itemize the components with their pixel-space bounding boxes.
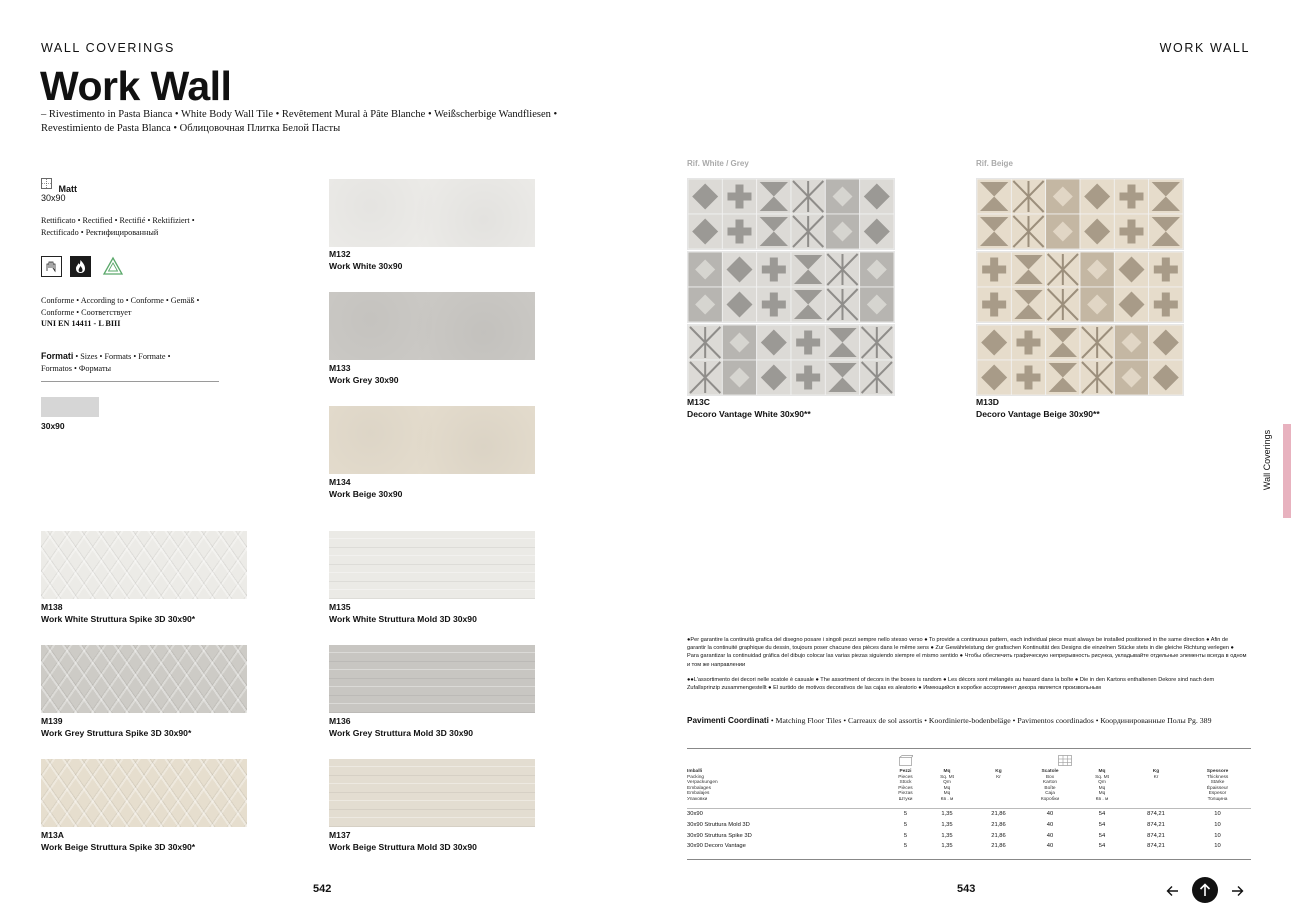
decor-caption	[687, 397, 811, 420]
collection-label: WORK WALL	[1159, 41, 1250, 55]
conforme-text	[41, 295, 199, 330]
table-header-row	[687, 769, 1251, 803]
product-name: Work Grey Struttura Mold 3D 30x90	[329, 727, 474, 738]
header-term: Коробки	[1040, 796, 1060, 802]
tile-swatch-m132	[329, 179, 535, 247]
arrow-right-icon[interactable]	[1229, 883, 1245, 899]
table-cell: 1,35	[941, 810, 953, 817]
table-cell: 5	[903, 832, 908, 839]
header-term: Pieces	[898, 774, 913, 780]
product-code: M139	[41, 716, 63, 726]
decor-pattern	[977, 325, 1183, 395]
decor-pattern	[688, 325, 894, 395]
decor-code: M13C	[687, 397, 710, 407]
header-term: Mq	[943, 785, 951, 791]
pallet-sqm-header	[1076, 769, 1128, 803]
table-cell: 10	[1214, 821, 1221, 828]
table-cell: 21,86	[991, 821, 1006, 828]
product-name: Work Beige Struttura Mold 3D 30x90	[329, 841, 477, 852]
product-caption	[329, 477, 402, 500]
header-term: Stück	[899, 780, 912, 786]
tile-swatch-m134	[329, 406, 535, 474]
product-caption	[329, 363, 399, 386]
header-term: Stärke	[1210, 780, 1225, 786]
header-term: Karton	[1042, 780, 1058, 786]
header-term: Mq	[943, 791, 951, 797]
header-term: Sq. Mt	[1095, 774, 1109, 780]
rectified-line: Rectificado • Ректифицированный	[41, 227, 159, 237]
formats-rest: • Sizes • Formats • Formate •	[73, 352, 171, 361]
table-cell: 5	[903, 843, 908, 850]
table-cell: 21,86	[991, 843, 1006, 850]
table-cell: 40	[1046, 821, 1054, 828]
product-code: M138	[41, 602, 63, 612]
decor-ref: Rif. White / Grey	[687, 159, 749, 168]
recycle-icon	[102, 256, 124, 282]
fire-cert-icon	[70, 256, 91, 282]
header-term: Толщина	[1207, 796, 1228, 802]
product-name: Work Grey Struttura Spike 3D 30x90*	[41, 727, 192, 738]
header-term: Sq. Mt	[940, 774, 954, 780]
header-term: Embalages	[687, 785, 711, 791]
table-cell: 21,86	[991, 810, 1006, 817]
table-cell: 30x90 Decoro Vantage	[687, 843, 746, 850]
table-cell: 54	[1098, 821, 1106, 828]
table-row	[687, 830, 1251, 841]
header-term: Pièces	[898, 785, 913, 791]
product-name: Work White 30x90	[329, 260, 403, 271]
boxes-header	[1024, 769, 1076, 803]
kg-header	[973, 769, 1024, 803]
table-cell: 5	[903, 810, 908, 817]
header-term: Imballi	[687, 769, 703, 774]
header-term: Кв . м	[940, 796, 954, 802]
page-number-left: 542	[313, 883, 332, 895]
table-bottom-rule	[687, 859, 1251, 860]
tile-swatch-m139	[41, 645, 247, 713]
decor-pattern	[688, 252, 894, 322]
header-term: Spessore	[1206, 769, 1229, 774]
arrow-up-icon[interactable]	[1192, 877, 1218, 903]
product-name: Work Grey 30x90	[329, 374, 399, 385]
header-term: Verpackungen	[687, 780, 718, 786]
table-row	[687, 841, 1251, 852]
floor-tiles-line	[687, 716, 1262, 725]
product-code: M135	[329, 602, 351, 612]
rectified-text	[41, 215, 195, 238]
hand-cert-icon	[41, 256, 62, 282]
decor-tile-beige-2	[976, 251, 1184, 323]
matt-finish-icon	[41, 178, 52, 189]
header-term: Kg	[1152, 769, 1160, 774]
table-cell: 54	[1098, 843, 1106, 850]
sqm-header	[921, 769, 973, 803]
header-term: Embalajes	[687, 791, 710, 797]
decor-ref: Rif. Beige	[976, 159, 1013, 168]
product-caption	[329, 830, 477, 853]
packing-table	[687, 769, 1251, 852]
header-term: Épaisseur	[1206, 785, 1229, 791]
formats-bold: Formati	[41, 351, 74, 361]
header-term: Mq	[943, 769, 951, 774]
tile-swatch-m135	[329, 531, 535, 599]
table-cell: 10	[1214, 832, 1221, 839]
formats-line: Formatos • Форматы	[41, 363, 112, 373]
header-term: Mq	[1098, 785, 1106, 791]
product-code: M132	[329, 249, 351, 259]
header-term: Packing	[687, 774, 705, 780]
table-cell: 40	[1046, 843, 1054, 850]
table-cell: 40	[1046, 810, 1054, 817]
product-name: Work Beige 30x90	[329, 488, 403, 499]
header-term: Mq	[1098, 791, 1106, 797]
header-term: Caja	[1045, 791, 1055, 797]
table-row	[687, 808, 1251, 819]
tile-swatch-m136	[329, 645, 535, 713]
subtitle-line: – Rivestimento in Pasta Bianca • White Body Wall Tile • Revêtement Mural à Pâte Blanche • Weißscherbige Wandfliesen •	[41, 109, 558, 120]
subtitle-line: Revestimiento de Pasta Blanca • Облицовочная Плитка Белой Пасты	[41, 123, 341, 134]
product-caption	[329, 716, 473, 739]
tile-swatch-m13a	[41, 759, 247, 827]
table-cell: 40	[1046, 832, 1054, 839]
table-cell: 30x90	[687, 810, 703, 817]
install-note: ●Per garantire la continuità grafica del disegno posare i singoli pezzi sempre nello stesso verso ● To provide a continuous pattern, each individual piece must always be installed positioned in the same direction ● Afin de garantir la continuité graphique du dessin, toujours poser chacune des pièces dans le même sens ● Zur Gewährleistung der grafischen Kontinuität des Designs die einzelnen Stücke stets in die gleiche Richtung verlegen ● Para garantizar la continuidad gráfica del dibujo colocar las varias piezas siguiendo siempre el mismo sentido ● Чтобы обеспечить графическую непрерывность рисунка, укладывайте отдельные элементы всегда в одном и том же направлении	[687, 637, 1247, 668]
header-term: Упаковки	[687, 796, 708, 802]
section-label: WALL COVERINGS	[41, 41, 175, 55]
pallet-kg-header	[1128, 769, 1184, 803]
table-cell: 10	[1214, 843, 1221, 850]
format-size: 30x90	[41, 421, 65, 431]
finish-label: Matt	[58, 184, 77, 194]
floor-tiles-rest: • Matching Floor Tiles • Carreaux de sol assortis • Koordinierte-bodenbeläge • Pavimentos coordinados • Координированные Полы Pg. 389	[768, 716, 1212, 725]
header-term: Штуки	[898, 796, 913, 802]
table-cell: 54	[1098, 832, 1106, 839]
conforme-line: Conforme • According to • Conforme • Gemäß •	[41, 296, 200, 305]
decor-name: Decoro Vantage White 30x90**	[687, 408, 811, 419]
header-term: Espesor	[1208, 791, 1227, 797]
table-cell: 21,86	[991, 832, 1006, 839]
tile-swatch-m137	[329, 759, 535, 827]
decor-code: M13D	[976, 397, 999, 407]
formats-heading	[41, 351, 170, 374]
header-term: Scatole	[1041, 769, 1059, 774]
header-term: Piezas	[898, 791, 913, 797]
packing-header-cell	[687, 769, 890, 803]
table-cell: 1,35	[941, 821, 953, 828]
table-cell: 874,21	[1147, 843, 1165, 850]
product-caption	[329, 602, 477, 625]
decor-pattern	[688, 179, 894, 249]
header-term: Kr	[1153, 774, 1159, 780]
decor-caption	[976, 397, 1100, 420]
product-caption	[41, 716, 191, 739]
table-cell: 874,21	[1147, 821, 1165, 828]
header-term: Kg	[995, 769, 1002, 774]
table-cell: 10	[1214, 810, 1221, 817]
product-code: M133	[329, 363, 351, 373]
table-cell: 874,21	[1147, 832, 1165, 839]
product-code: M136	[329, 716, 351, 726]
tile-swatch-m138	[41, 531, 247, 599]
spec-size: 30x90	[41, 193, 66, 203]
table-cell: 30x90 Struttura Mold 3D	[687, 821, 750, 828]
page-number-right: 543	[957, 883, 976, 895]
table-cell: 874,21	[1147, 810, 1165, 817]
header-term: Qm	[943, 780, 951, 786]
table-top-rule	[687, 748, 1251, 749]
thickness-header	[1184, 769, 1251, 803]
standard-code: UNI EN 14411 - L BIII	[41, 319, 121, 328]
page-subtitle	[41, 108, 601, 136]
product-code: M134	[329, 477, 351, 487]
decor-name: Decoro Vantage Beige 30x90**	[976, 408, 1100, 419]
table-cell: 1,35	[941, 843, 953, 850]
product-caption	[329, 249, 402, 272]
header-term: Kr	[996, 774, 1001, 780]
decor-tile-white-1	[687, 178, 895, 250]
product-caption	[41, 830, 195, 853]
header-term: Кв . м	[1095, 796, 1109, 802]
product-name: Work White Struttura Spike 3D 30x90*	[41, 613, 196, 624]
floor-tiles-bold: Pavimenti Coordinati	[687, 716, 769, 725]
arrow-left-icon[interactable]	[1165, 883, 1181, 899]
table-row	[687, 819, 1251, 830]
product-code: M13A	[41, 830, 64, 840]
page-title: Work Wall	[40, 63, 232, 109]
decor-pattern	[977, 252, 1183, 322]
table-cell: 54	[1098, 810, 1106, 817]
assortment-note: ●●L'assortimento dei decori nelle scatole è casuale ● The assortment of decors in the boxes is random ● Les décors sont mélangés au hasard dans la boîte ● Die in den Kartons enthaltenen Dekore sind nach dem Zufallsprinzip zusammengestellt ● El surtido de motivos decorativos de las cajas es aleatorio ● Имеющийся в коробке ассортимент декора является произвольным	[687, 677, 1215, 692]
header-term: Thickness	[1206, 774, 1229, 780]
decor-tile-white-2	[687, 251, 895, 323]
side-tab-label[interactable]: Wall Coverings	[1262, 429, 1272, 491]
product-code: M137	[329, 830, 351, 840]
header-term: Box	[1045, 774, 1055, 780]
table-cell: 5	[903, 821, 908, 828]
header-term: Qm	[1098, 780, 1106, 786]
rectified-line: Rettificato • Rectified • Rectifié • Rektifiziert •	[41, 216, 195, 225]
header-term: Mq	[1098, 769, 1106, 774]
product-name: Work White Struttura Mold 3D 30x90	[329, 613, 477, 624]
product-caption	[41, 602, 195, 625]
pieces-header	[890, 769, 921, 803]
decor-tile-beige-3	[976, 324, 1184, 396]
decor-tile-beige-1	[976, 178, 1184, 250]
header-term: Pezzi	[899, 769, 912, 774]
conforme-line: Conforme • Соответствует	[41, 307, 132, 317]
product-name: Work Beige Struttura Spike 3D 30x90*	[41, 841, 196, 852]
format-swatch	[41, 397, 99, 417]
decor-pattern	[977, 179, 1183, 249]
header-term: Boîte	[1044, 785, 1056, 791]
table-cell: 30x90 Struttura Spike 3D	[687, 832, 752, 839]
table-cell: 1,35	[941, 832, 953, 839]
decor-tile-white-3	[687, 324, 895, 396]
tile-swatch-m133	[329, 292, 535, 360]
formats-rule	[41, 381, 219, 382]
side-tab-accent	[1283, 424, 1291, 518]
